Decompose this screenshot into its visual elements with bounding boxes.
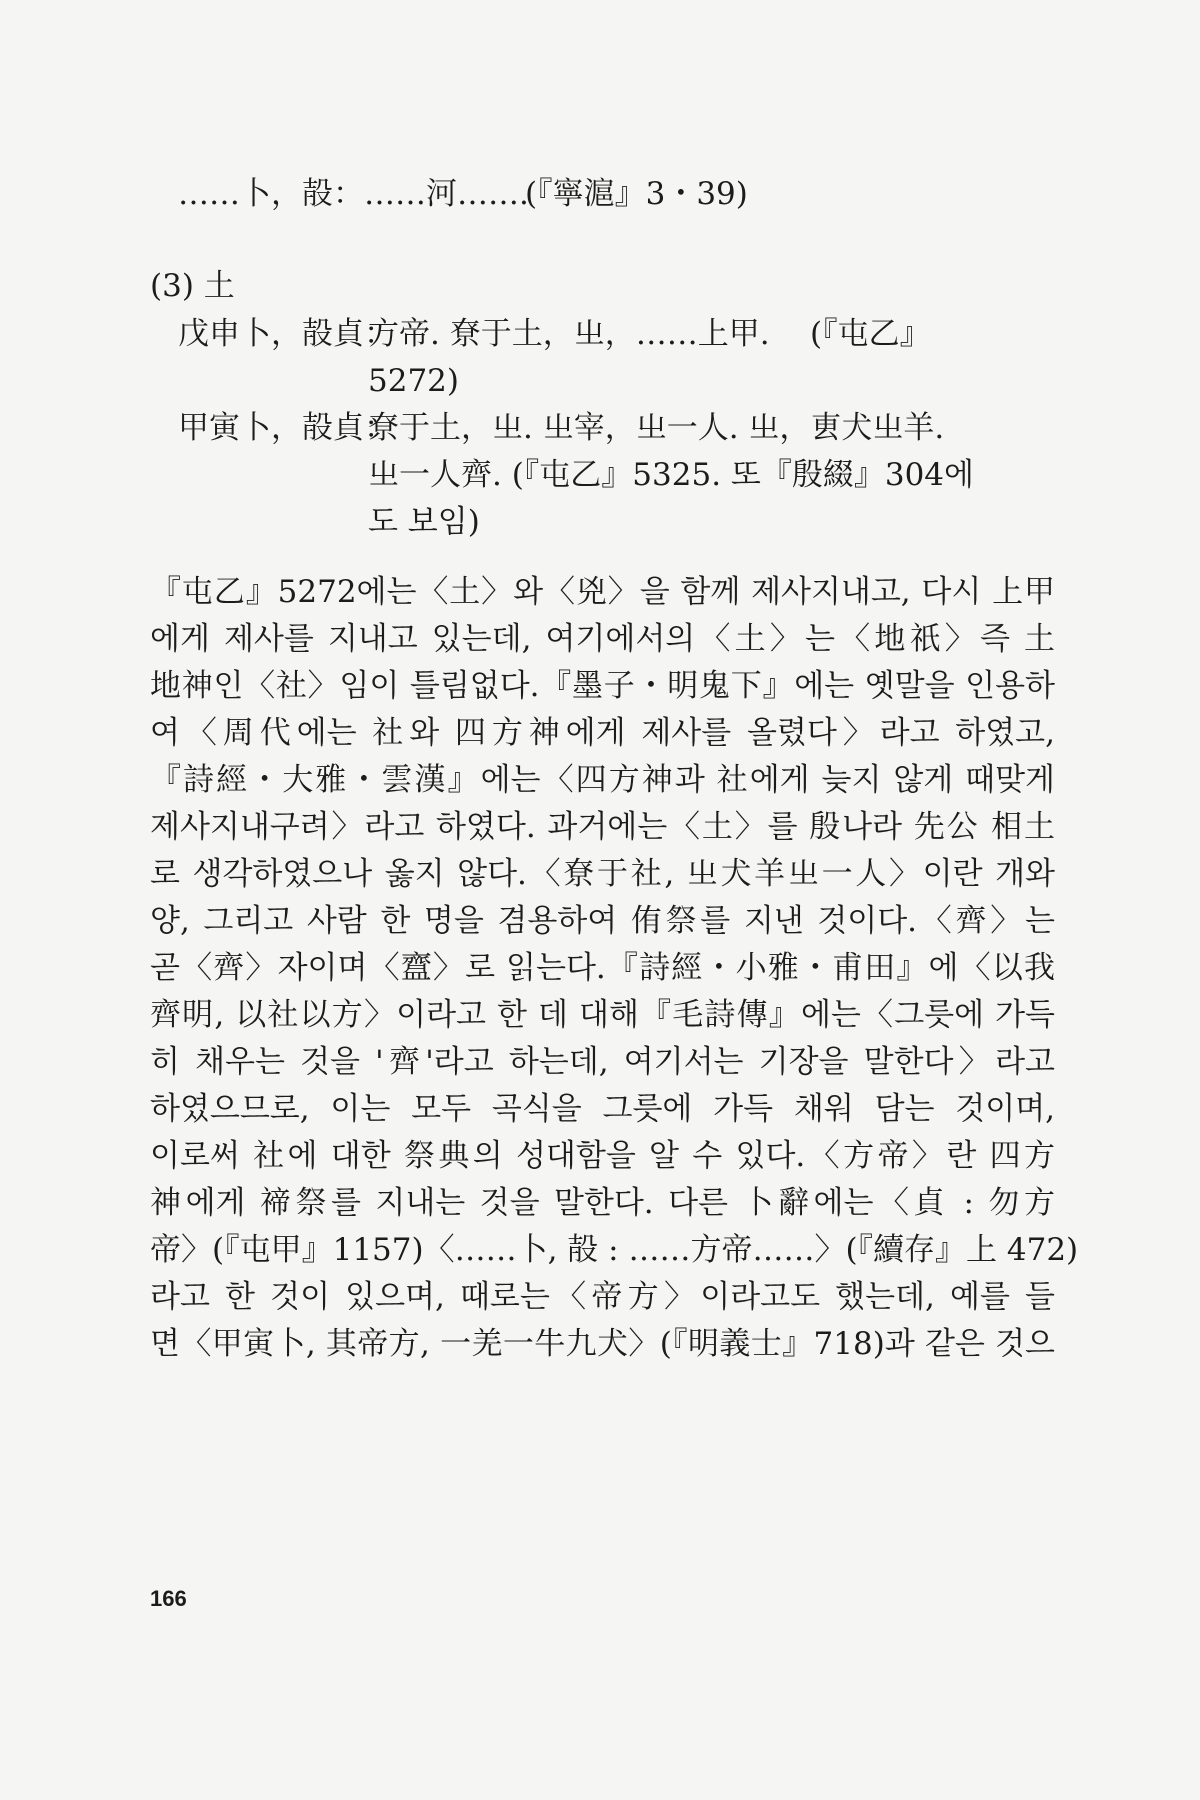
paragraph-line: 로 생각하였으나 옳지 않다.〈尞于社, 㞢犬羊㞢一人〉이란 개와 [150,856,1055,892]
inscription-2-line-2: 㞢一人齊. (『屯乙』5325. 또『殷綴』304에 [368,457,974,493]
inscription-1-source: (『屯乙』 [810,316,931,352]
paragraph-line: 齊明, 以社以方〉이라고 한 데 대해『毛詩傳』에는〈그릇에 가득 [150,997,1055,1033]
inscription-1-line-1: 方帝. 尞于土，㞢，……上甲. [368,316,770,352]
paragraph-line: 여〈周代에는 社와 四方神에게 제사를 올렸다〉라고 하였고, [150,715,1055,751]
paragraph-line: 면〈甲寅卜, 其帝方, 一羌一牛九犬〉(『明義士』718)과 같은 것으 [150,1326,1055,1362]
paragraph-line: 『屯乙』5272에는〈土〉와〈兇〉을 함께 제사지내고, 다시 上甲 [150,574,1055,610]
paragraph-line: 제사지내구려〉라고 하였다. 과거에는〈土〉를 殷나라 先公 相土 [150,809,1055,845]
paragraph-line: 하였으므로, 이는 모두 곡식을 그릇에 가득 채워 담는 것이며, [150,1091,1055,1127]
inscription-2-line-3: 도 보임) [368,504,480,540]
inscription-1-line-2: 5272) [368,363,459,399]
paragraph-line: 곧〈齊〉자이며〈齍〉로 읽는다.『詩經・小雅・甫田』에〈以我 [150,950,1055,986]
paragraph-line: 地神인〈社〉임이 틀림없다.『墨子・明鬼下』에는 옛말을 인용하 [150,668,1055,704]
inscription-2-line-1: 尞于土，㞢. 㞢宰，㞢一人. 㞢，叀犬㞢羊. [368,410,945,446]
paragraph-line: 라고 한 것이 있으며, 때로는〈帝方〉이라고도 했는데, 예를 들 [150,1279,1055,1315]
paragraph-line: 히 채우는 것을 '齊'라고 하는데, 여기서는 기장을 말한다〉라고 [150,1044,1055,1080]
inscription-2-prefix: 甲寅卜，㱿貞： [178,410,395,446]
page-number: 166 [150,1586,187,1611]
section-heading: (3) 土 [150,268,235,304]
paragraph-line: 에게 제사를 지내고 있는데, 여기에서의〈土〉는〈地祇〉즉 土 [150,621,1055,657]
top-citation-text: ……卜，㱿：……河……. [178,176,529,212]
paragraph-line: 『詩經・大雅・雲漢』에는〈四方神과 社에게 늦지 않게 때맞게 [150,762,1055,798]
paragraph-line: 神에게 禘祭를 지내는 것을 말한다. 다른 卜辭에는〈貞 : 勿方 [150,1185,1055,1221]
top-citation-source: (『寧滬』3・39) [525,176,748,212]
inscription-1-prefix: 戊申卜，㱿貞： [178,316,395,352]
paragraph-line: 양, 그리고 사람 한 명을 겸용하여 侑祭를 지낸 것이다.〈齊〉는 [150,903,1055,939]
paragraph-line: 帝〉(『屯甲』1157)〈……卜, 㱿 : ……方帝……〉(『續存』上 472) [150,1232,1079,1268]
paragraph-line: 이로써 社에 대한 祭典의 성대함을 알 수 있다.〈方帝〉란 四方 [150,1138,1055,1174]
